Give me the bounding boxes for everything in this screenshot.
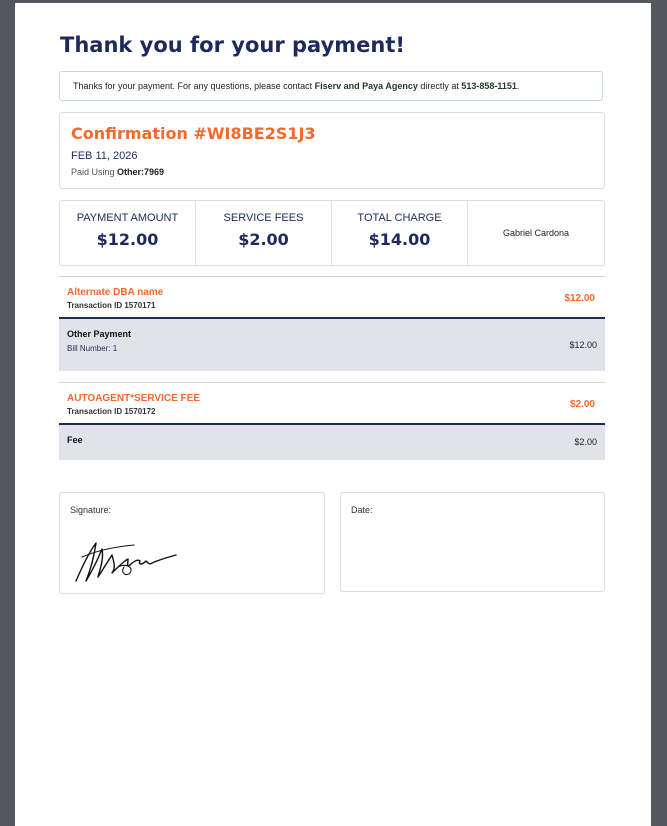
signature-label: Signature:	[70, 505, 112, 515]
line-item-row	[59, 425, 605, 460]
merchant-name: Alternate DBA name	[67, 287, 164, 298]
transaction-group	[59, 276, 605, 371]
payment-amount-value: $12.00	[96, 230, 159, 249]
transaction-id: Transaction ID 1570172	[67, 407, 156, 416]
date-box	[340, 492, 605, 592]
confirmation-number: Confirmation #WI8BE2S1J3	[71, 124, 316, 143]
notice-suffix: .	[516, 81, 520, 91]
confirmation-card	[59, 112, 605, 189]
line-item-amount: $2.00	[574, 437, 597, 447]
line-item-amount: $12.00	[569, 340, 597, 350]
payer-cell	[468, 201, 604, 265]
total-charge-value: $14.00	[368, 230, 431, 249]
page-title: Thank you for your payment!	[60, 33, 405, 57]
payment-amount-cell	[60, 201, 196, 265]
line-item-name: Fee	[67, 435, 83, 445]
transaction-amount: $12.00	[564, 293, 595, 304]
receipt-page	[15, 3, 651, 826]
total-charge-cell	[332, 201, 468, 265]
merchant-name: AUTOAGENT*SERVICE FEE	[67, 393, 200, 404]
signature-image	[72, 537, 182, 585]
notice-middle: directly at	[417, 81, 462, 91]
total-charge-label: TOTAL CHARGE	[357, 212, 442, 224]
service-fees-cell	[196, 201, 332, 265]
notice-agency: Fiserv and Paya Agency	[314, 81, 418, 91]
payment-amount-label: PAYMENT AMOUNT	[76, 212, 179, 224]
transaction-header	[59, 276, 605, 319]
line-item-bill-number: Bill Number: 1	[67, 344, 118, 353]
signature-box	[59, 492, 325, 594]
paid-using-value: Other:7969	[117, 167, 165, 177]
paid-using-label: Paid Using	[71, 167, 118, 177]
payment-method	[71, 167, 164, 177]
service-fees-value: $2.00	[238, 230, 289, 249]
transaction-id: Transaction ID 1570171	[67, 301, 156, 310]
line-item-name: Other Payment	[67, 329, 132, 339]
payer-name: Gabriel Cardona	[502, 228, 570, 238]
transaction-group	[59, 382, 605, 460]
transaction-header	[59, 382, 605, 425]
notice-prefix: Thanks for your payment. For any questions, please contact	[73, 81, 315, 91]
date-label: Date:	[351, 505, 373, 515]
notice-phone: 513-858-1151	[461, 81, 517, 91]
service-fees-label: SERVICE FEES	[223, 212, 304, 224]
line-item-row	[59, 319, 605, 371]
confirmation-date: FEB 11, 2026	[71, 150, 138, 162]
totals-summary	[59, 200, 605, 266]
contact-notice	[59, 71, 603, 101]
transaction-amount: $2.00	[569, 399, 595, 410]
